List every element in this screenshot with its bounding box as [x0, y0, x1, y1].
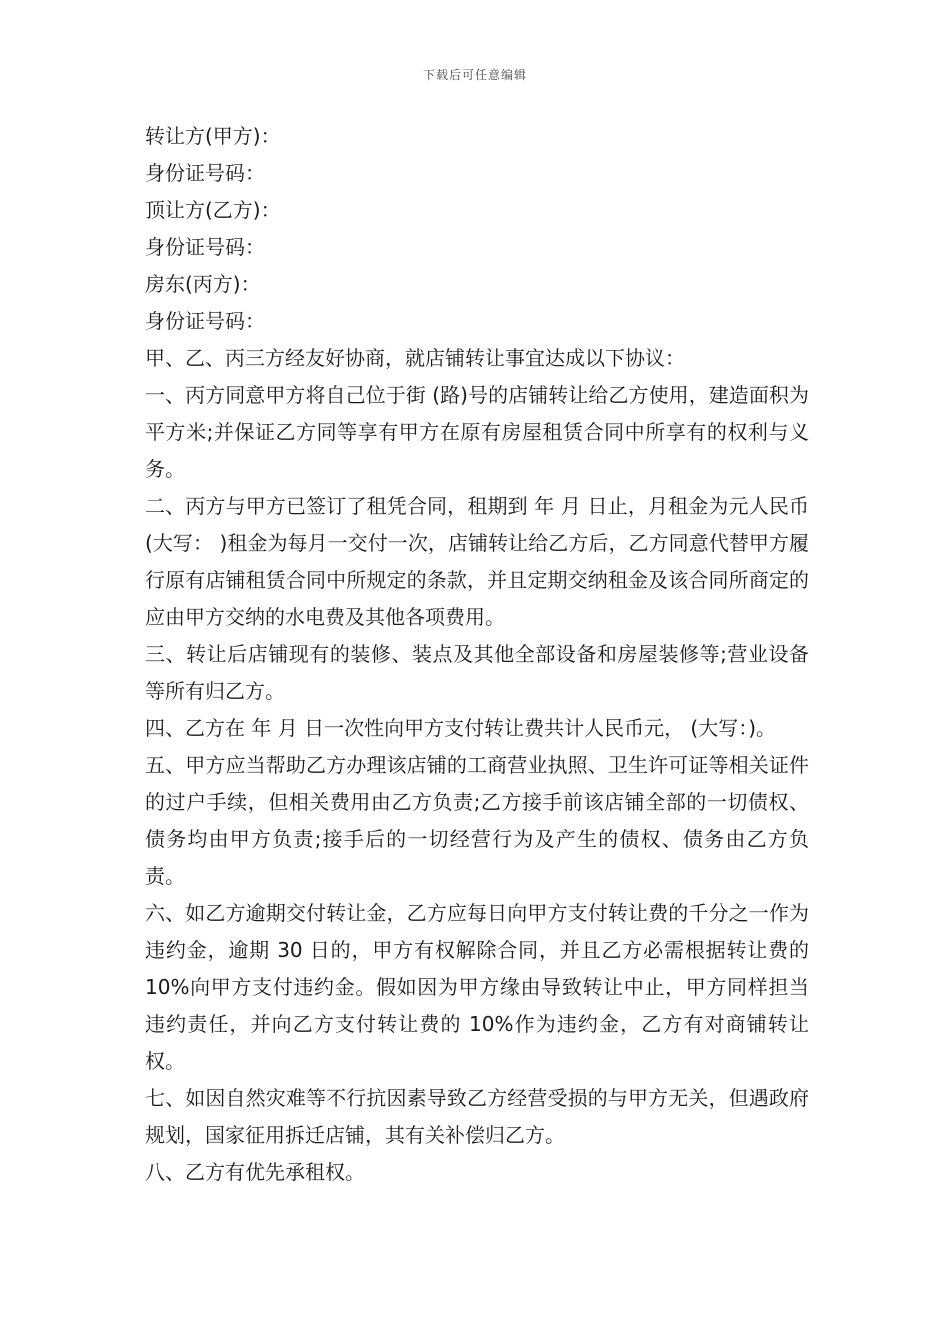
landlord-field: 房东(丙方)： [145, 272, 261, 296]
page-header-note: 下载后可任意编辑 [422, 68, 527, 82]
clause-8: 八、乙方有优先承租权。 [145, 1160, 365, 1184]
clause-6: 六、如乙方逾期交付转让金，乙方应每日向甲方支付转让费的千分之一作为违约金，逾期 30 日的，甲方有权解除合同，并且乙方必需根据转让费的 10%向甲方支付违约金。假如因为甲方缘由导致转让中止，甲方同样担当违约责任，并向乙方支付转让费的 10%作为违约金，乙方有对商铺转让权。 [145, 901, 809, 1073]
agreement-intro: 甲、乙、丙三方经友好协商，就店铺转让事宜达成以下协议： [145, 346, 685, 370]
transferee-id-field: 身份证号码： [145, 235, 265, 259]
transferor-field: 转让方(甲方)： [145, 124, 281, 148]
clause-7: 七、如因自然灾难等不行抗因素导致乙方经营受损的与甲方无关，但遇政府规划，国家征用拆迁店铺，其有关补偿归乙方。 [145, 1086, 809, 1147]
clause-4: 四、乙方在 年 月 日一次性向甲方支付转让费共计人民币元， (大写：)。 [145, 716, 777, 740]
clause-2: 二、丙方与甲方已签订了租凭合同，租期到 年 月 日止，月租金为元人民币(大写： )租金为每月一交付一次，店铺转让给乙方后，乙方同意代替甲方履行原有店铺租赁合同中所规定的条款，并且定期交纳租金及该合同所商定的应由甲方交纳的水电费及其他各项费用。 [145, 494, 809, 629]
transferor-id-field: 身份证号码： [145, 161, 265, 185]
transferee-field: 顶让方(乙方)： [145, 198, 281, 222]
contract-body [145, 118, 809, 1191]
clause-1: 一、丙方同意甲方将自己位于街 (路)号的店铺转让给乙方使用，建造面积为平方米;并保证乙方同等享有甲方在原有房屋租赁合同中所享有的权利与义务。 [145, 383, 809, 481]
clause-5: 五、甲方应当帮助乙方办理该店铺的工商营业执照、卫生许可证等相关证件的过户手续，但相关费用由乙方负责;乙方接手前该店铺全部的一切债权、债务均由甲方负责;接手后的一切经营行为及产生的债权、债务由乙方负责。 [145, 753, 809, 888]
clause-3: 三、转让后店铺现有的装修、装点及其他全部设备和房屋装修等;营业设备等所有归乙方。 [145, 642, 809, 703]
landlord-id-field: 身份证号码： [145, 309, 265, 333]
